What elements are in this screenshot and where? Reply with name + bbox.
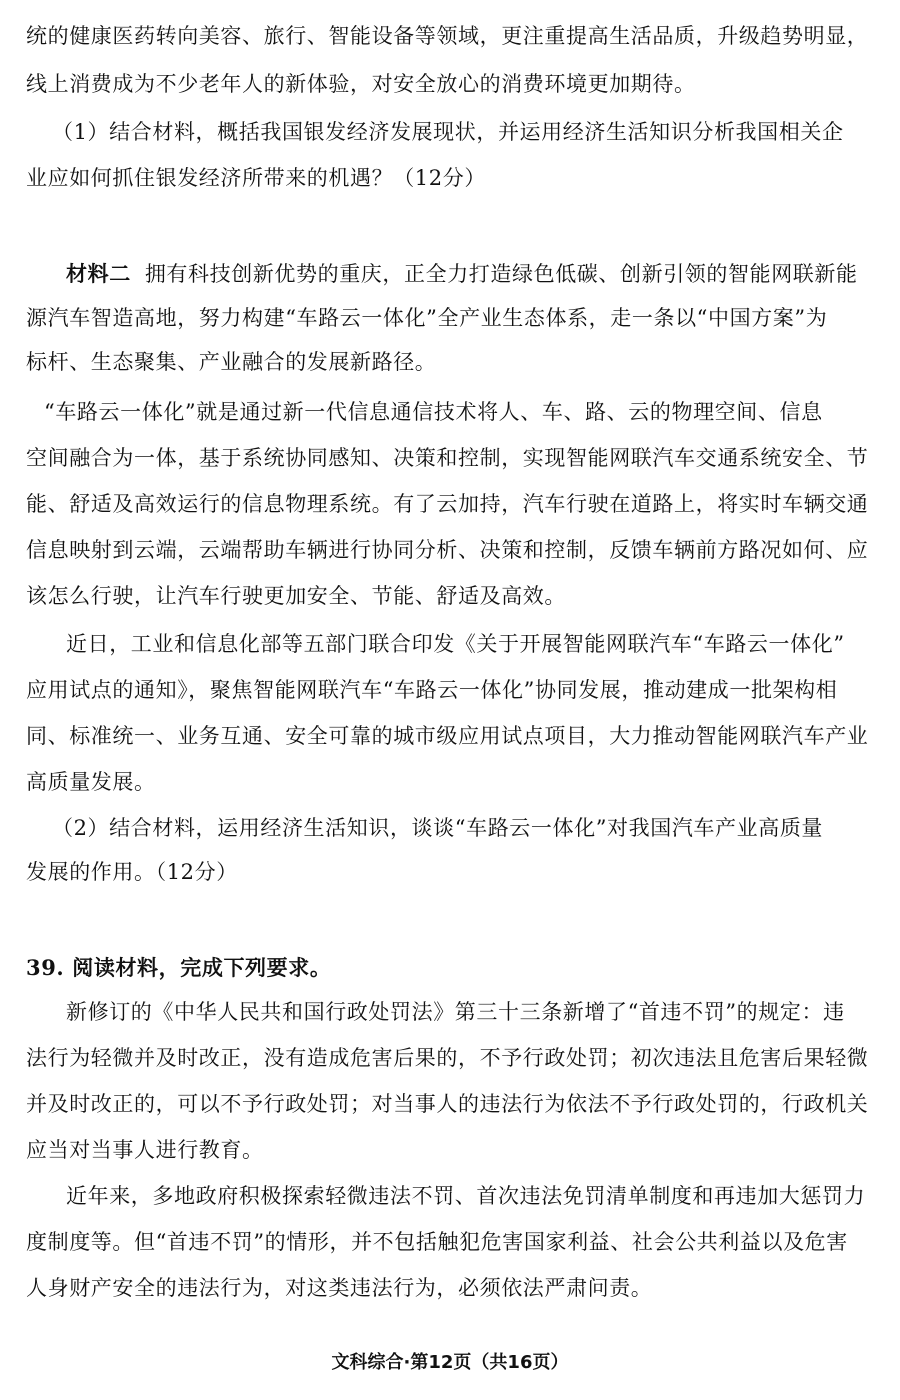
question-39-heading: 39. 阅读材料，完成下列要求。 [26, 955, 332, 980]
question-1-line: （1）结合材料，概括我国银发经济发展现状，并运用经济生活知识分析我国相关企 [52, 120, 844, 144]
question-2-line: 发展的作用。（12分） [26, 860, 238, 884]
question-2-line: （2）结合材料，运用经济生活知识，谈谈“车路云一体化”对我国汽车产业高质量 [52, 816, 824, 840]
paragraph-line: 人身财产安全的违法行为，对这类违法行为，必须依法严肃问责。 [26, 1276, 653, 1300]
paragraph-text: 拥有科技创新优势的重庆，正全力打造绿色低碳、创新引领的智能网联新能 [144, 262, 858, 286]
paragraph-line: 高质量发展。 [26, 770, 156, 794]
paragraph-line: 线上消费成为不少老年人的新体验，对安全放心的消费环境更加期待。 [26, 72, 696, 96]
paragraph-line: 近日，工业和信息化部等五部门联合印发《关于开展智能网联汽车“车路云一体化” [66, 632, 845, 656]
paragraph-line: 源汽车智造高地，努力构建“车路云一体化”全产业生态体系，走一条以“中国方案”为 [26, 306, 828, 330]
question-1-line: 业应如何抓住银发经济所带来的机遇？（12分） [26, 166, 486, 190]
paragraph-line: 标杆、生态聚集、产业融合的发展新路径。 [26, 350, 437, 374]
paragraph-line: 同、标准统一、业务互通、安全可靠的城市级应用试点项目，大力推动智能网联汽车产业 [26, 724, 869, 748]
material-2-label: 材料二 [66, 261, 131, 286]
paragraph-line: 度制度等。但“首违不罚”的情形，并不包括触犯危害国家利益、社会公共利益以及危害 [26, 1230, 848, 1254]
paragraph-line: 新修订的《中华人民共和国行政处罚法》第三十三条新增了“首违不罚”的规定：违 [66, 1000, 845, 1024]
paragraph-line: 空间融合为一体，基于系统协同感知、决策和控制，实现智能网联汽车交通系统安全、节 [26, 446, 869, 470]
paragraph-line: 近年来，多地政府积极探索轻微违法不罚、首次违法免罚清单制度和再违加大惩罚力 [66, 1184, 866, 1208]
paragraph-line: 应用试点的通知》，聚焦智能网联汽车“车路云一体化”协同发展，推动建成一批架构相 [26, 678, 838, 702]
paragraph-line: 信息映射到云端，云端帮助车辆进行协同分析、决策和控制，反馈车辆前方路况如何、应 [26, 538, 869, 562]
paragraph-line: 统的健康医药转向美容、旅行、智能设备等领域，更注重提高生活品质，升级趋势明显， [26, 24, 869, 48]
material-2-first-line [66, 258, 878, 290]
paragraph-line: 能、舒适及高效运行的信息物理系统。有了云加持，汽车行驶在道路上，将实时车辆交通 [26, 492, 869, 516]
paragraph-line: 应当对当事人进行教育。 [26, 1138, 264, 1162]
paragraph-line: 该怎么行驶，让汽车行驶更加安全、节能、舒适及高效。 [26, 584, 566, 608]
page-footer: 文科综合·第12页（共16页） [331, 1352, 569, 1373]
paragraph-line: “车路云一体化”就是通过新一代信息通信技术将人、车、路、云的物理空间、信息 [44, 400, 823, 424]
paragraph-line: 并及时改正的，可以不予行政处罚；对当事人的违法行为依法不予行政处罚的，行政机关 [26, 1092, 869, 1116]
paragraph-line: 法行为轻微并及时改正，没有造成危害后果的，不予行政处罚；初次违法且危害后果轻微 [26, 1046, 869, 1070]
